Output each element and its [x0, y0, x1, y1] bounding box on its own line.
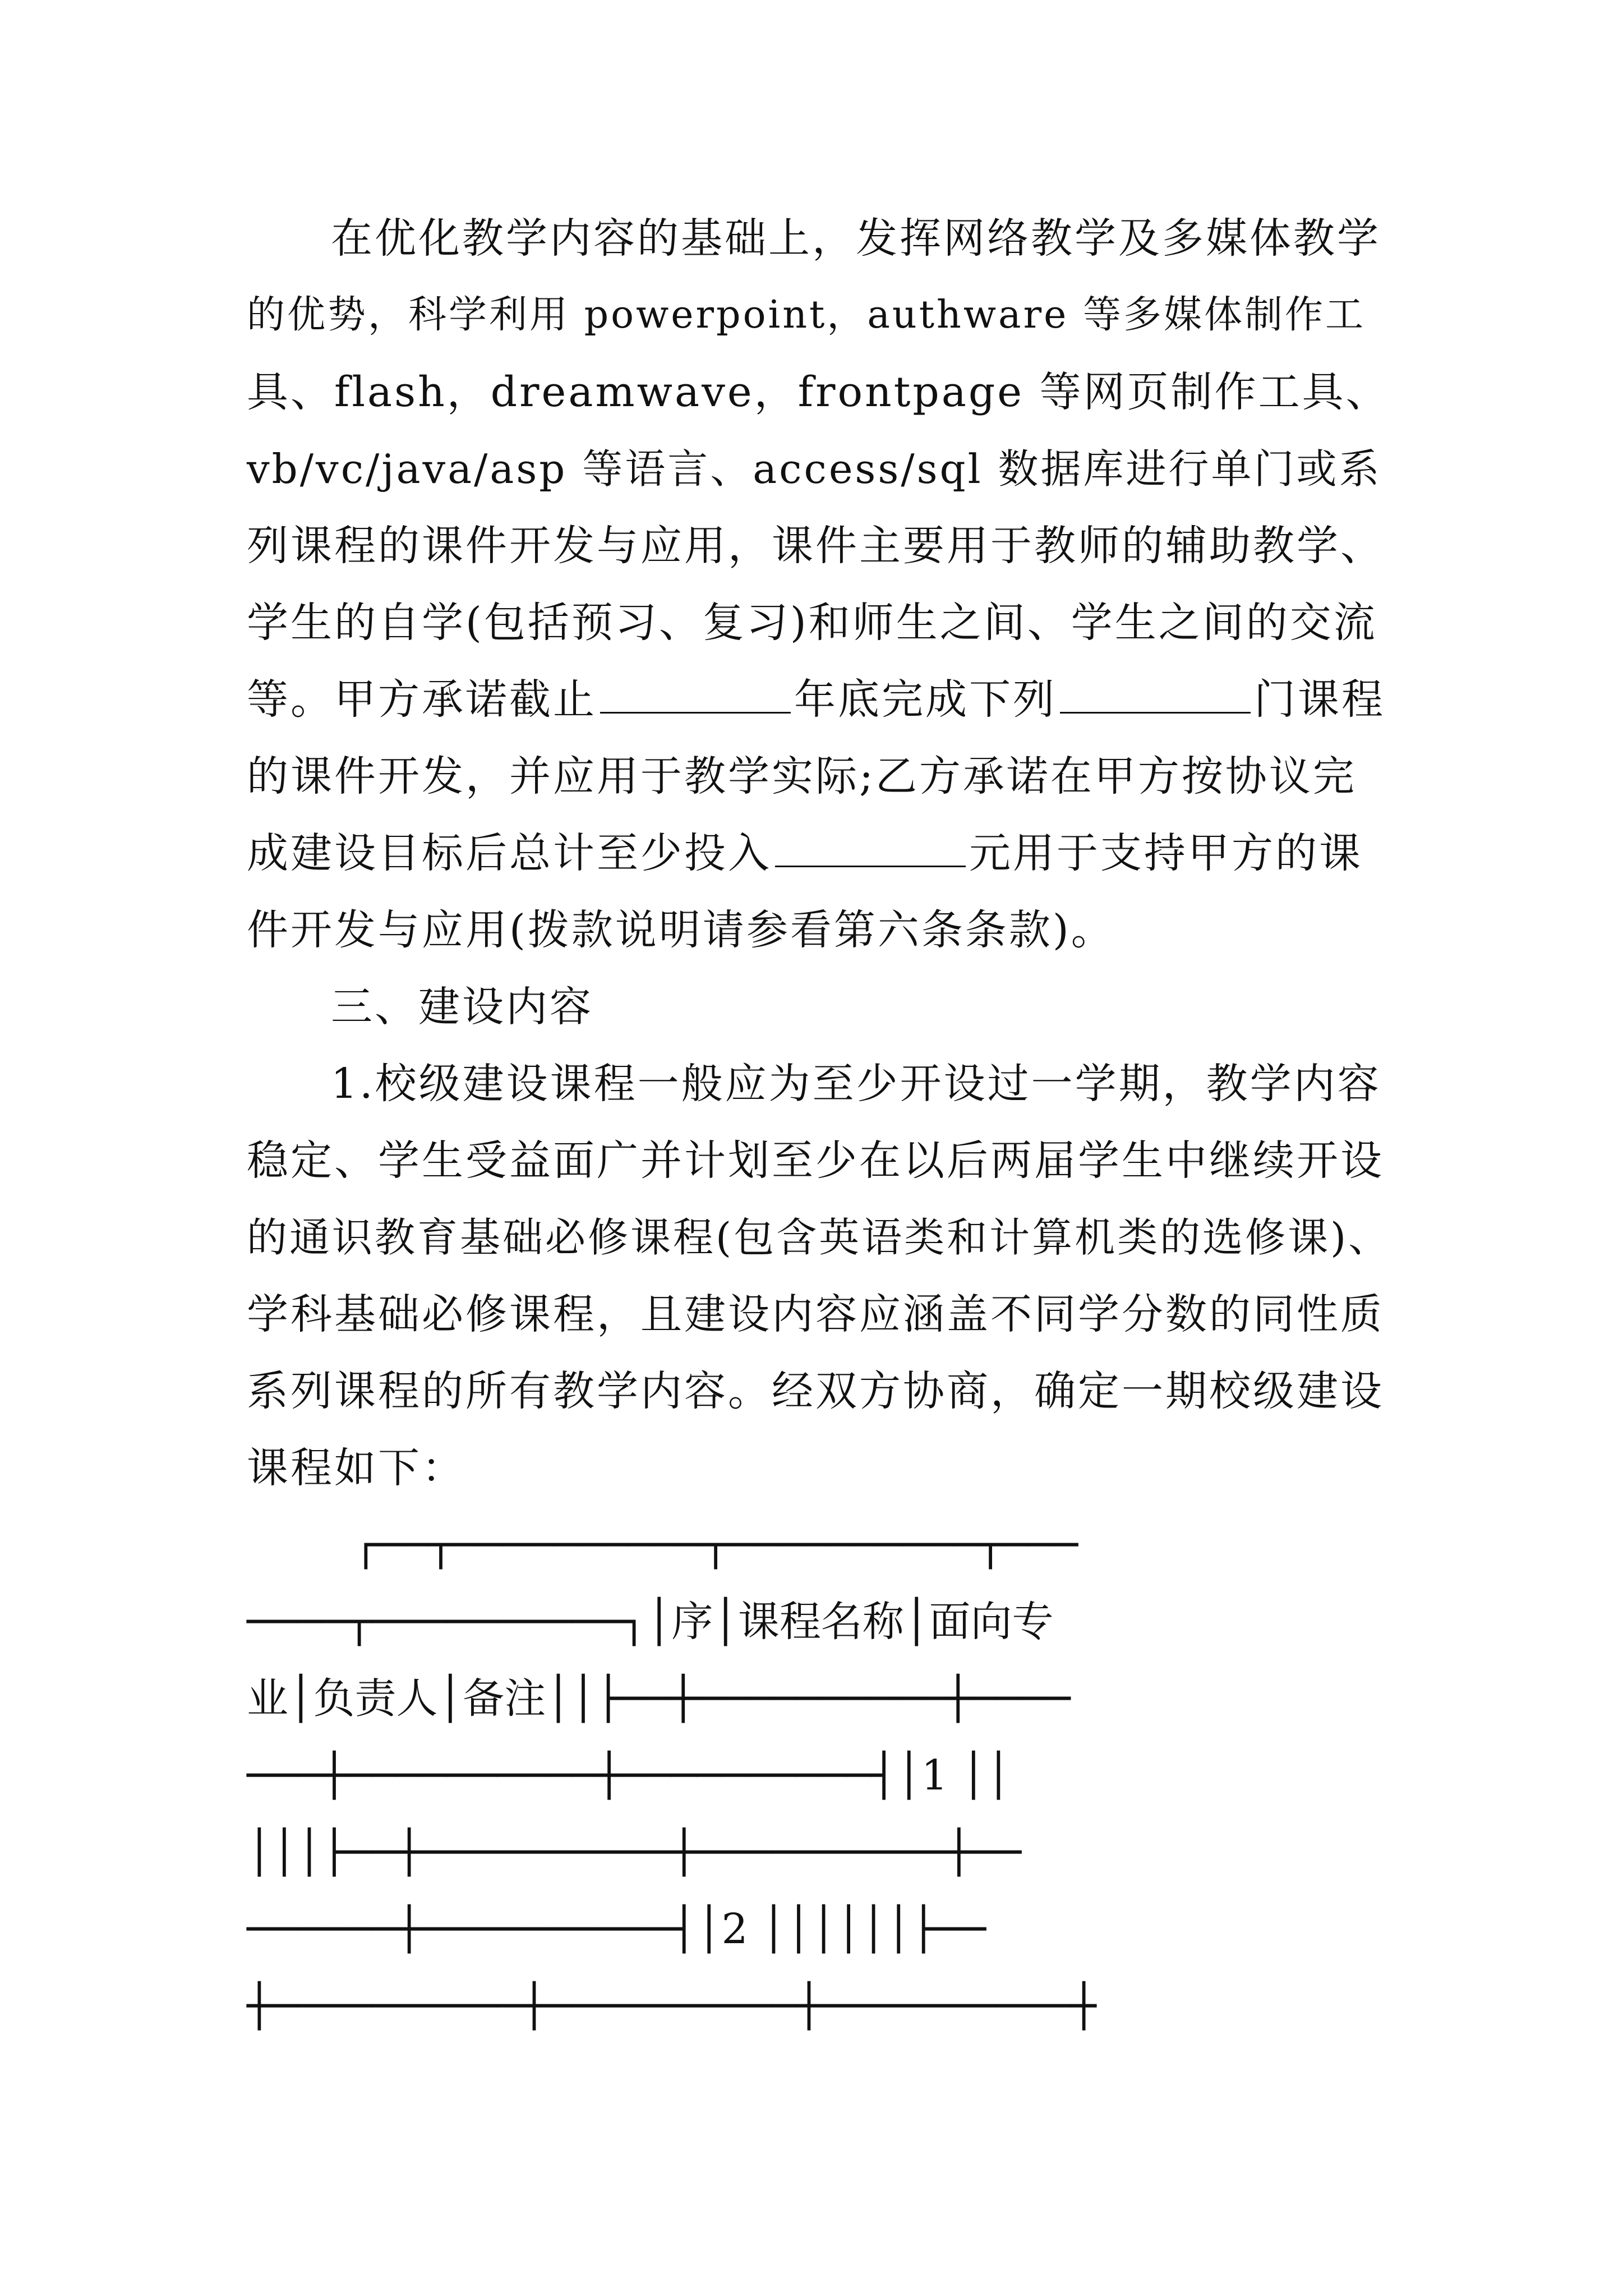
section-heading: 三、建设内容	[331, 983, 593, 1031]
paragraph-line-with-blanks	[247, 671, 1385, 728]
table-text-line: ───┼──────────┼──────────┤│1 ││	[247, 1751, 1011, 1800]
table-text-line: ┌──┬──────────┬──────────┬───	[353, 1521, 1078, 1569]
paragraph-line: 具、flash，dreamwave，frontpage 等网页制作工具、	[247, 368, 1390, 416]
paragraph-line-with-blank	[247, 825, 1363, 881]
table-text-line: │││├──┼──────────┼──────────┼──	[247, 1828, 1022, 1876]
paragraph-line: 学科基础必修课程，且建设内容应涵盖不同学分数的同性质	[247, 1290, 1384, 1338]
table-text-line: ────┬──────────┐│序│课程名称│面向专	[247, 1598, 1054, 1646]
paragraph-line: 列课程的课件开发与应用，课件主要用于教师的辅助教学、	[247, 522, 1384, 570]
paragraph-line: 课程如下：	[247, 1444, 465, 1492]
fill-in-blank-amount	[775, 831, 966, 867]
table-text-line: 业│负责人│备注││├──┼──────────┼────	[247, 1674, 1071, 1723]
paragraph-line: 稳定、学生受益面广并计划至少在以后两届学生中继续开设	[247, 1137, 1384, 1185]
table-text-line: ──────┼──────────┤│2 ││││││├──	[247, 1905, 986, 1953]
paragraph-line: 的通识教育基础必修课程(包含英语类和计算机类的选修课)、	[247, 1214, 1391, 1261]
text-segment: 成建设目标后总计至少投入	[247, 829, 772, 877]
text-segment: 等。甲方承诺截止	[247, 675, 597, 724]
fill-in-blank-course-count	[1060, 677, 1251, 714]
paragraph-line: vb/vc/java/asp 等语言、access/sql 数据库进行单门或系	[247, 445, 1382, 493]
paragraph-line: 在优化教学内容的基础上，发挥网络教学及多媒体教学	[331, 214, 1381, 263]
paragraph-line: 的课件开发，并应用于教学实际;乙方承诺在甲方按协议完	[247, 752, 1357, 800]
text-segment: 元用于支持甲方的课	[969, 829, 1363, 877]
paragraph-line: 的优势，科学利用 powerpoint，authware 等多媒体制作工	[247, 293, 1366, 337]
paragraph-line: 学生的自学(包括预习、复习)和师生之间、学生之间的交流	[247, 599, 1377, 647]
paragraph-line: 件开发与应用(拨款说明请参看第六条条款)。	[247, 906, 1115, 954]
paragraph-line: 系列课程的所有教学内容。经双方协商，确定一期校级建设	[247, 1367, 1384, 1415]
paragraph-line: 1.校级建设课程一般应为至少开设过一学期，教学内容	[331, 1060, 1381, 1108]
text-segment: 年底完成下列	[794, 675, 1057, 724]
table-text-line: ┼──────────┼──────────┼──────────┼	[247, 1982, 1096, 2030]
fill-in-blank-year	[600, 677, 791, 714]
text-segment: 门课程	[1254, 675, 1385, 724]
